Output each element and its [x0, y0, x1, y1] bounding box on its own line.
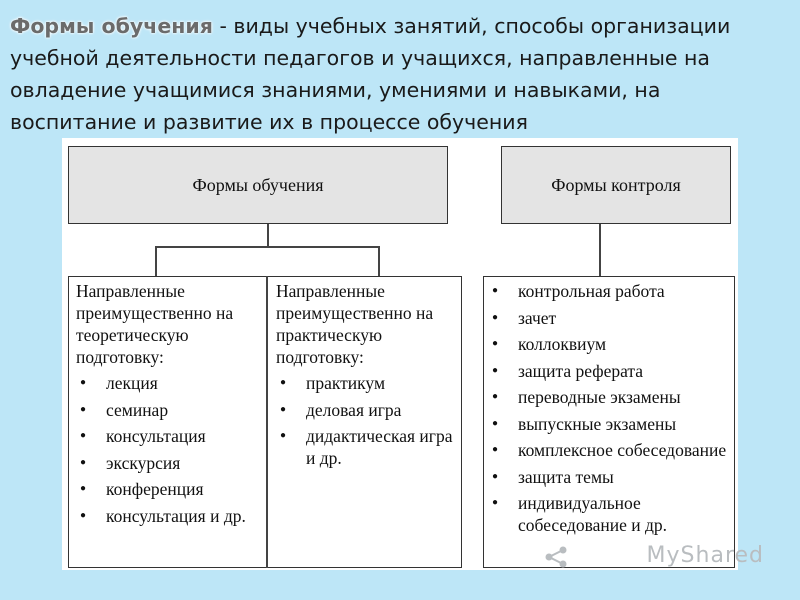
list-item: ● коллоквиум — [488, 333, 732, 355]
control-column — [488, 280, 732, 541]
connector-left-vertical — [267, 224, 269, 246]
forms-of-control-box — [501, 146, 731, 224]
forms-of-learning-box — [68, 146, 448, 224]
connector-left-horizontal — [155, 246, 379, 248]
list-item: ● выпускные экзамены — [488, 413, 732, 435]
list-item: ● консультация и др. — [76, 505, 264, 527]
header-definition: - виды учебных занятий, способы организации учебной деятельности педагогов и учащихся, направленные на овладение учащимися знаниями, умениями и навыками, на воспитание и развитие их в процессе обучения — [10, 14, 731, 134]
list-item: ● защита реферата — [488, 360, 732, 382]
connector-theory-drop — [155, 246, 157, 276]
list-item: ● практикум — [276, 372, 456, 394]
list-item: ● зачет — [488, 307, 732, 329]
forms-of-learning-title: Формы обучения — [192, 174, 324, 195]
forms-diagram — [62, 138, 738, 570]
list-item: ● контрольная работа — [488, 280, 732, 302]
connector-right-vertical — [599, 224, 601, 276]
watermark-text: MyShared — [646, 543, 764, 568]
practice-description: Направленные преимущественно на практическую подготовку: — [276, 281, 434, 367]
list-item: ● дидактическая игра и др. — [276, 425, 456, 469]
slide-header — [10, 10, 790, 138]
header-term: Формы обучения — [10, 14, 213, 38]
list-item: ● экскурсия — [76, 452, 264, 474]
theory-column — [76, 280, 264, 531]
list-item: ● деловая игра — [276, 399, 456, 421]
list-item: ● лекция — [76, 372, 264, 394]
list-item: ● комплексное собеседование — [488, 439, 732, 461]
connector-practice-drop — [378, 246, 380, 276]
forms-of-control-title: Формы контроля — [551, 174, 681, 195]
list-item: ● защита темы — [488, 466, 732, 488]
table-divider — [266, 276, 268, 568]
share-icon — [543, 544, 569, 570]
list-item: ● индивидуальное собеседование и др. — [488, 492, 732, 536]
list-item: ● переводные экзамены — [488, 386, 732, 408]
list-item: ● конференция — [76, 478, 264, 500]
theory-description: Направленные преимущественно на теоретическую подготовку: — [76, 281, 234, 367]
list-item: ● семинар — [76, 399, 264, 421]
practice-column — [276, 280, 456, 474]
list-item: ● консультация — [76, 425, 264, 447]
